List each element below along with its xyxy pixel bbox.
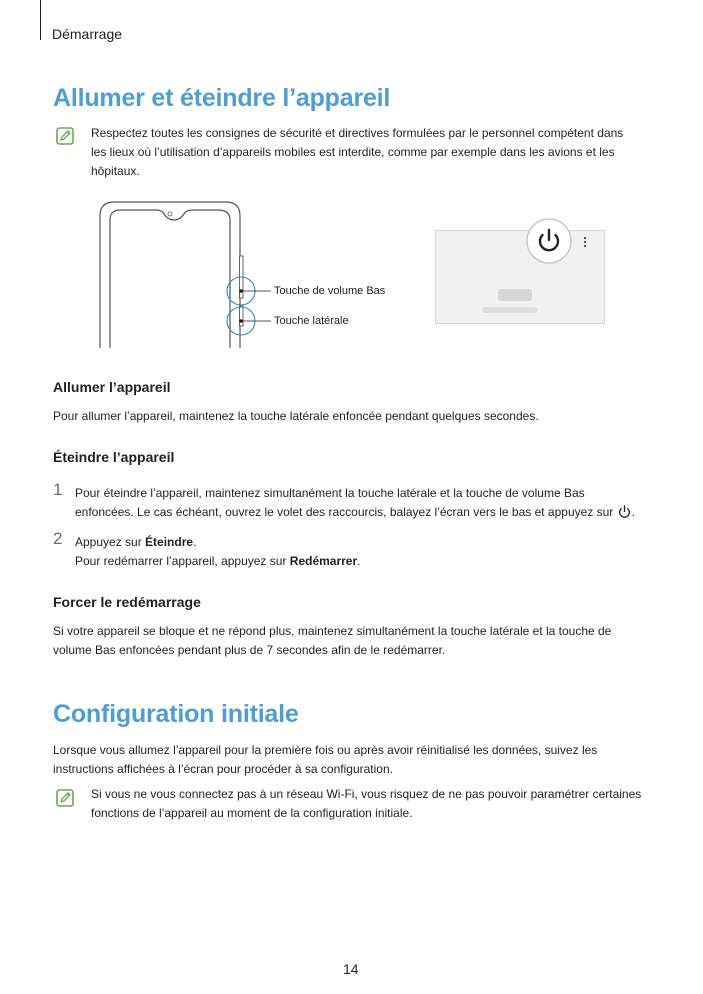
step-line: enfoncées. Le cas échéant, ouvrez le volet des raccourcis, balayez l’écran vers le bas et appuyez sur . [75,505,635,519]
note-line: hôpitaux. [91,164,140,178]
power-icon [524,216,574,266]
wifi-note [91,785,661,823]
note-line: fonctions de l’appareil au moment de la configuration initiale. [91,806,413,820]
safety-note [91,124,651,181]
volume-key-callout: Touche de volume Bas [274,285,386,297]
step-line: Appuyez sur Éteindre. [75,535,197,549]
note-pencil-icon [56,127,74,145]
step-1-text [75,484,675,522]
power-on-text: Pour allumer l’appareil, maintenez la touche latérale enfoncée pendant quelques secondes. [53,409,539,423]
restart-option: Redémarrer [289,554,358,568]
paragraph-line: instructions affichées à l’écran pour procéder à sa configuration. [53,762,393,776]
quick-panel-screenshot [435,230,605,324]
note-line: les lieux où l’utilisation d’appareils mobiles est interdite, comme par exemple dans les avions et les [91,145,615,159]
note-pencil-icon [56,789,74,807]
blurred-clock [498,289,532,301]
note-line: Si vous ne vous connectez pas à un réseau Wi-Fi, vous risquez de ne pas pouvoir paramétrer certaines [91,787,642,801]
paragraph-line: Lorsque vous allumez l’appareil pour la première fois ou après avoir réinitialisé les données, suivez les [53,743,598,757]
paragraph-line: Si votre appareil se bloque et ne répond plus, maintenez simultanément la touche latérale et la touche de [53,624,612,638]
step-number: 1 [53,480,63,499]
side-key-callout: Touche latérale [274,315,349,327]
setup-intro-text [53,741,673,779]
force-restart-heading: Forcer le redémarrage [53,594,201,610]
header-rule [40,0,41,40]
step-line: Pour éteindre l’appareil, maintenez simultanément la touche latérale et la touche de volume Bas [75,486,585,500]
blurred-date [482,307,538,313]
power-off-option: Éteindre [145,535,194,549]
force-restart-text [53,622,673,660]
phone-side-keys-illustration [96,198,406,348]
page-number: 14 [343,961,359,977]
power-icon [617,504,632,519]
section-title: Configuration initiale [53,700,299,728]
power-off-heading: Éteindre l’appareil [53,449,175,465]
step-number: 2 [53,529,63,548]
step-2-text [75,533,675,571]
power-on-heading: Allumer l’appareil [53,379,171,395]
section-label: Démarrage [52,26,123,42]
step-line: Pour redémarrer l’appareil, appuyez sur Redémarrer. [75,554,361,568]
note-line: Respectez toutes les consignes de sécurité et directives formulées par le personnel compétent dans [91,126,624,140]
paragraph-line: volume Bas enfoncées pendant plus de 7 secondes afin de le redémarrer. [53,643,446,657]
more-options-icon [584,237,586,247]
page-title: Allumer et éteindre l’appareil [53,84,391,112]
